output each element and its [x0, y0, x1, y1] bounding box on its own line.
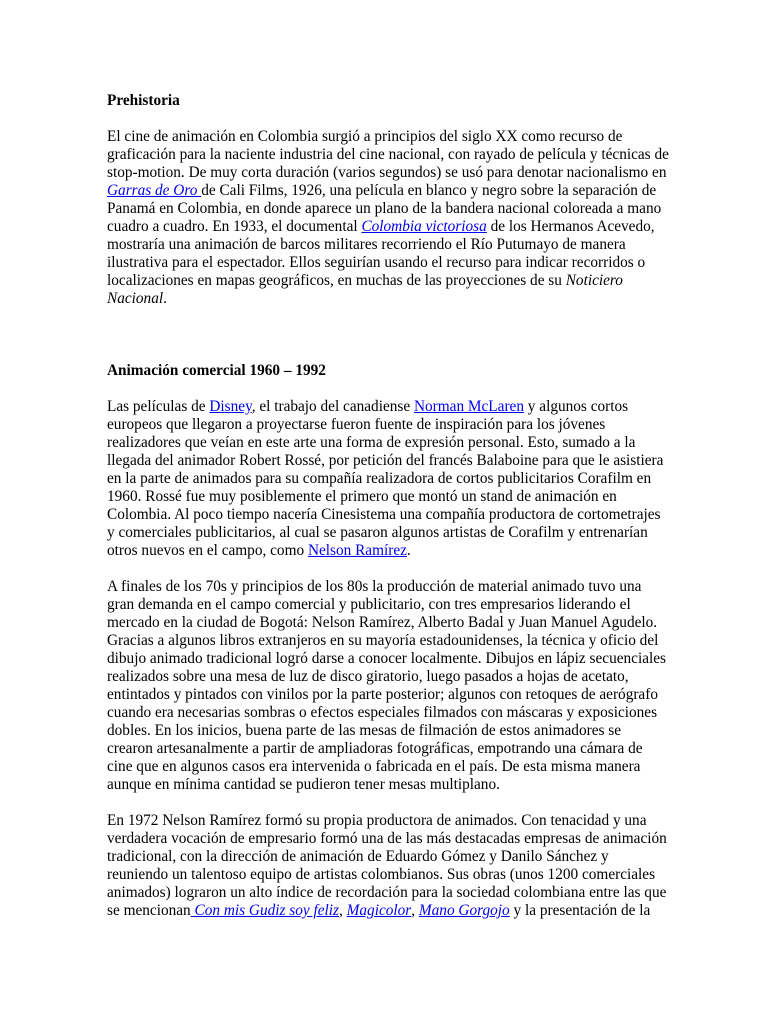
- section-heading: Prehistoria: [107, 92, 180, 109]
- text-line: Panamá en Colombia, en donde aparece un plano de la bandera nacional coloreada a mano: [107, 200, 662, 217]
- text-line: realizadores que veían en este arte una forma de expresión personal. Esto, sumado a la: [107, 434, 636, 451]
- italic-title: Nacional: [107, 290, 164, 307]
- text-line: crearon artesanalmente a partir de ampliadoras fotográficas, empotrando una cámara de: [107, 740, 643, 757]
- body-paragraph: [107, 128, 669, 308]
- text-line: verdadera vocación de empresario formó una de las más destacadas empresas de animación: [107, 830, 667, 847]
- inline-link[interactable]: Colombia victoriosa: [361, 218, 487, 235]
- text-line: Colombia. Al poco tiempo nacería Cinesistema una compañía productora de cortometrajes: [107, 506, 661, 523]
- inline-link[interactable]: Nelson Ramírez: [307, 542, 407, 559]
- text-line: stop-motion. De muy corta duración (varios segundos) se usó para denotar nacionalismo en: [107, 164, 667, 181]
- inline-link[interactable]: Magicolor: [346, 902, 412, 919]
- body-paragraph: [107, 812, 665, 920]
- text-line: y comerciales publicitarios, al cual se pasaron algunos artistas de Corafilm y entrenarían: [107, 524, 648, 541]
- text-line: cine que en algunos casos era intervenida o fabricada en el país. De esta misma manera: [107, 758, 641, 775]
- text-line: dibujo animado tradicional logró darse a conocer localmente. Dibujos en lápiz secuenciales: [107, 650, 666, 667]
- text-line: localizaciones en mapas geográficos, en muchas de las proyecciones de su Noticiero: [107, 272, 623, 289]
- text-line: entintados y pintados con vinilos por la parte posterior; algunos con retoques de aerógrafo: [107, 686, 658, 703]
- text-line: tradicional, con la dirección de animación de Eduardo Gómez y Danilo Sánchez y: [107, 848, 609, 865]
- text-line: gran demanda en el campo comercial y publicitario, con tres empresarios liderando el: [107, 596, 631, 613]
- text-line: otros nuevos en el campo, como Nelson Ramírez.: [107, 542, 411, 559]
- text-line: Garras de Oro de Cali Films, 1926, una película en blanco y negro sobre la separación de: [107, 182, 657, 199]
- text-line: Gracias a algunos libros extranjeros en su mayoría estadounidenses, la técnica y oficio del: [107, 632, 659, 649]
- inline-link[interactable]: Con mis Gudiz soy feliz: [190, 902, 339, 919]
- text-line: aunque en mínima cantidad se pudieron tener mesas multiplano.: [107, 776, 500, 793]
- body-paragraph: [107, 578, 665, 794]
- text-line: ilustrativa para el espectador. Ellos seguirían usando el recurso para indicar recorridos o: [107, 254, 646, 271]
- body-paragraph: [107, 398, 665, 560]
- text-line: mercado en la ciudad de Bogotá: Nelson Ramírez, Alberto Badal y Juan Manuel Agudelo.: [107, 614, 658, 631]
- text-line: europeos que llegaron a proyectarse fueron fuente de inspiración para los jóvenes: [107, 416, 606, 433]
- text-line: en la parte de animados para su compañía realizadora de cortos publicitarios Corafilm en: [107, 470, 652, 487]
- text-line: A finales de los 70s y principios de los 80s la producción de material animado tuvo una: [107, 578, 642, 595]
- document-page: [107, 92, 669, 920]
- text-line: cuadro a cuadro. En 1933, el documental Colombia victoriosa de los Hermanos Acevedo,: [107, 218, 655, 235]
- text-line: llegada del animador Robert Rossé, por petición del francés Balaboine para que le asistiera: [107, 452, 664, 469]
- text-line: se mencionan Con mis Gudiz soy feliz, Magicolor, Mano Gorgojo y la presentación de la: [107, 902, 651, 919]
- text-line: En 1972 Nelson Ramírez formó su propia productora de animados. Con tenacidad y una: [107, 812, 647, 829]
- inline-link[interactable]: Garras de Oro: [107, 182, 202, 199]
- text-line: realizados sobre una mesa de luz de disco giratorio, luego pasados a hojas de acetato,: [107, 668, 629, 685]
- text-line: Las películas de Disney, el trabajo del canadiense Norman McLaren y algunos cortos: [107, 398, 629, 415]
- text-line: animados) lograron un alto índice de recordación para la sociedad colombiana entre las que: [107, 884, 667, 901]
- inline-link[interactable]: Norman McLaren: [413, 398, 524, 415]
- text-line: El cine de animación en Colombia surgió a principios del siglo XX como recurso de: [107, 128, 623, 145]
- text-line: reuniendo un talentoso equipo de artistas colombianos. Sus obras (unos 1200 comerciales: [107, 866, 656, 883]
- text-line: Nacional.: [107, 290, 167, 307]
- text-line: dobles. En los inicios, buena parte de las mesas de filmación de estos animadores se: [107, 722, 622, 739]
- inline-link[interactable]: Disney: [209, 398, 252, 415]
- italic-title: Noticiero: [565, 272, 623, 289]
- text-line: graficación para la naciente industria del cine nacional, con rayado de película y técnicas de: [107, 146, 669, 163]
- text-line: mostraría una animación de barcos militares recorriendo el Río Putumayo de manera: [107, 236, 626, 253]
- inline-link[interactable]: Mano Gorgojo: [418, 902, 510, 919]
- section-heading: Animación comercial 1960 – 1992: [107, 362, 326, 379]
- text-line: 1960. Rossé fue muy posiblemente el primero que montó un stand de animación en: [107, 488, 617, 505]
- text-line: cuando era necesarias sombras o efectos especiales filmados con máscaras y exposiciones: [107, 704, 658, 721]
